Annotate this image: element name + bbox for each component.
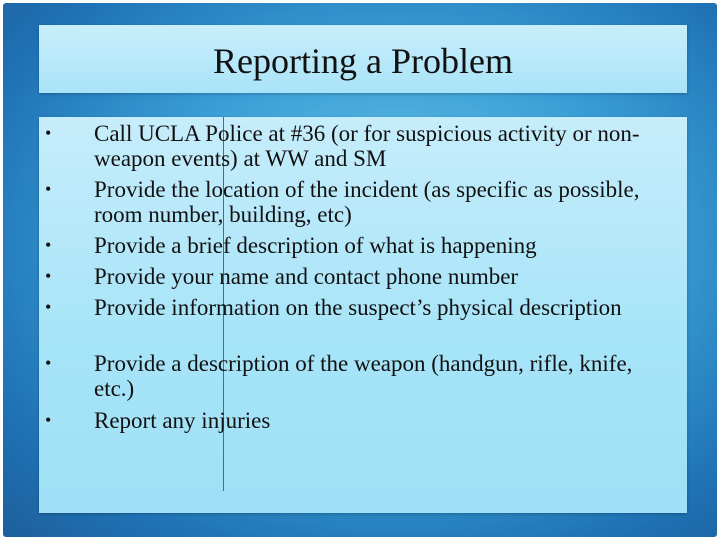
bullet-marker: • — [45, 297, 52, 317]
bullet-marker: • — [45, 353, 52, 373]
bullet-marker: • — [45, 235, 52, 255]
content-box — [39, 117, 687, 513]
bullet-marker: • — [45, 179, 52, 199]
bullet-text: Report any injuries — [94, 408, 271, 433]
slide-title: Reporting a Problem — [213, 41, 513, 81]
title-box — [39, 25, 687, 93]
bullet-marker: • — [45, 410, 52, 430]
bullet-marker: • — [45, 123, 52, 143]
bullet-text: Provide a brief description of what is happening — [94, 233, 537, 258]
bullet-marker: • — [45, 266, 52, 286]
bullet-text: Call UCLA Police at #36 (or for suspicious activity or non-weapon events) at WW and SM — [94, 121, 640, 171]
bullet-text: Provide information on the suspect’s physical description — [94, 295, 622, 320]
bullet-text: Provide your name and contact phone number — [94, 264, 519, 289]
bullet-text: Provide the location of the incident (as specific as possible, room number, building, etc) — [94, 177, 640, 227]
bullet-text: Provide a description of the weapon (handgun, rifle, knife, etc.) — [94, 351, 633, 401]
